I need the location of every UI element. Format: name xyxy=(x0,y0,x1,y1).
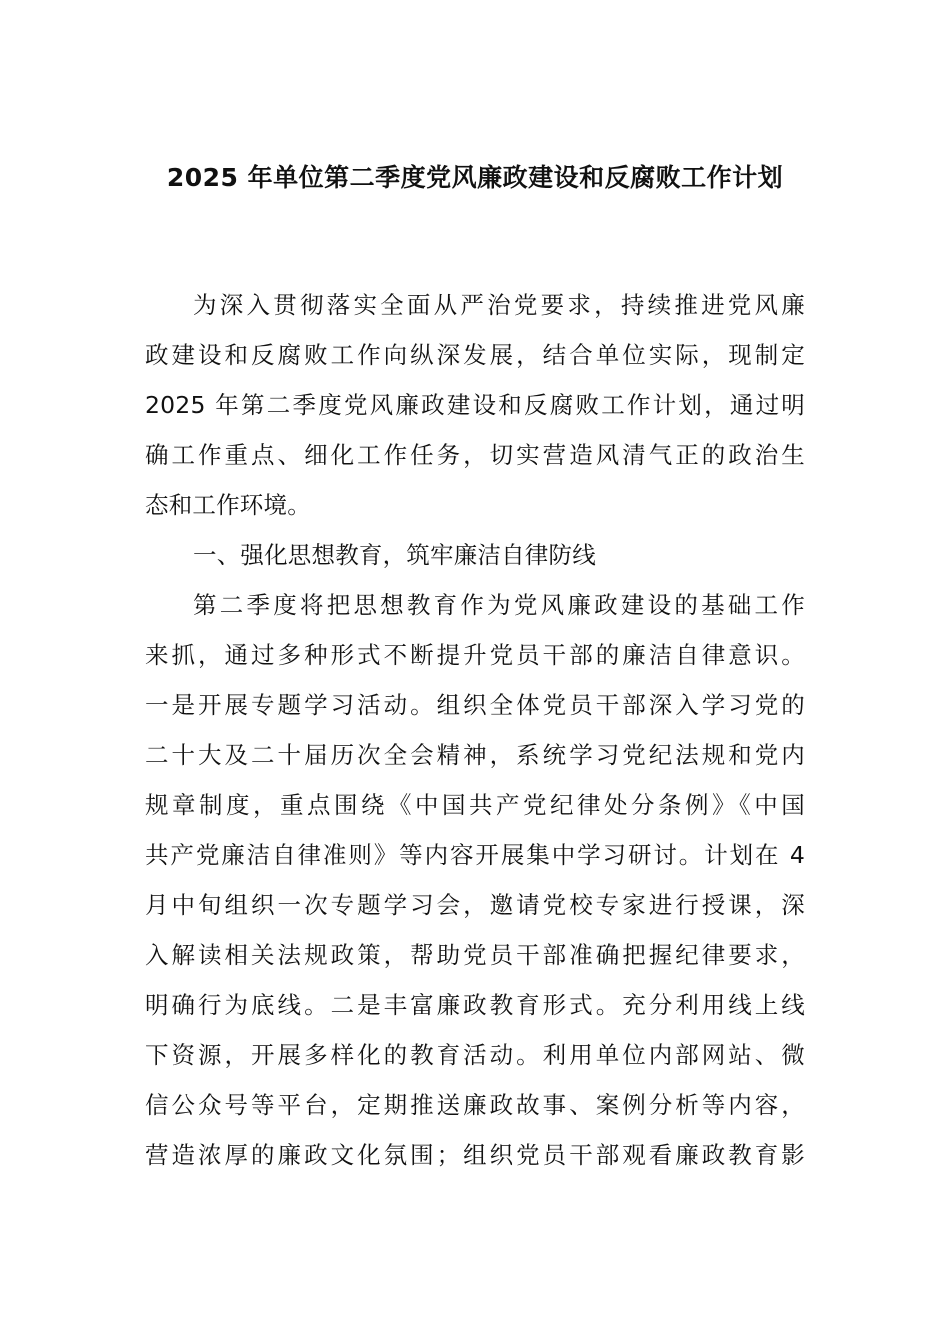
text-line: 为深入贯彻落实全面从严治党要求，持续推进党风廉 xyxy=(193,291,805,319)
text-line: 月中旬组织一次专题学习会，邀请党校专家进行授课，深 xyxy=(145,891,805,919)
text-line: 规章制度，重点围绕《中国共产党纪律处分条例》《中国 xyxy=(145,791,805,819)
text-line: 营造浓厚的廉政文化氛围；组织党员干部观看廉政教育影 xyxy=(145,1141,805,1169)
text-line: 第二季度将把思想教育作为党风廉政建设的基础工作 xyxy=(193,591,805,619)
document-title: 2025 年单位第二季度党风廉政建设和反腐败工作计划 xyxy=(166,163,784,192)
text-line: 政建设和反腐败工作向纵深发展，结合单位实际，现制定 xyxy=(145,341,805,369)
document-body xyxy=(145,280,805,1180)
text-line: 确工作重点、细化工作任务，切实营造风清气正的政治生 xyxy=(145,441,805,469)
text-line: 共产党廉洁自律准则》等内容开展集中学习研讨。计划在 4 xyxy=(145,841,805,869)
text-line: 来抓，通过多种形式不断提升党员干部的廉洁自律意识。 xyxy=(145,641,805,669)
text-line: 态和工作环境。 xyxy=(145,491,311,519)
text-line: 信公众号等平台，定期推送廉政故事、案例分析等内容， xyxy=(145,1091,805,1119)
text-line: 一是开展专题学习活动。组织全体党员干部深入学习党的 xyxy=(145,691,805,719)
text-line: 明确行为底线。二是丰富廉政教育形式。充分利用线上线 xyxy=(145,991,805,1019)
text-line: 二十大及二十届历次全会精神，系统学习党纪法规和党内 xyxy=(145,741,805,769)
text-line: 入解读相关法规政策，帮助党员干部准确把握纪律要求， xyxy=(145,941,805,969)
text-line: 下资源，开展多样化的教育活动。利用单位内部网站、微 xyxy=(145,1041,805,1069)
text-line: 2025 年第二季度党风廉政建设和反腐败工作计划，通过明 xyxy=(145,391,805,419)
text-line: 一、强化思想教育，筑牢廉洁自律防线 xyxy=(193,541,596,569)
